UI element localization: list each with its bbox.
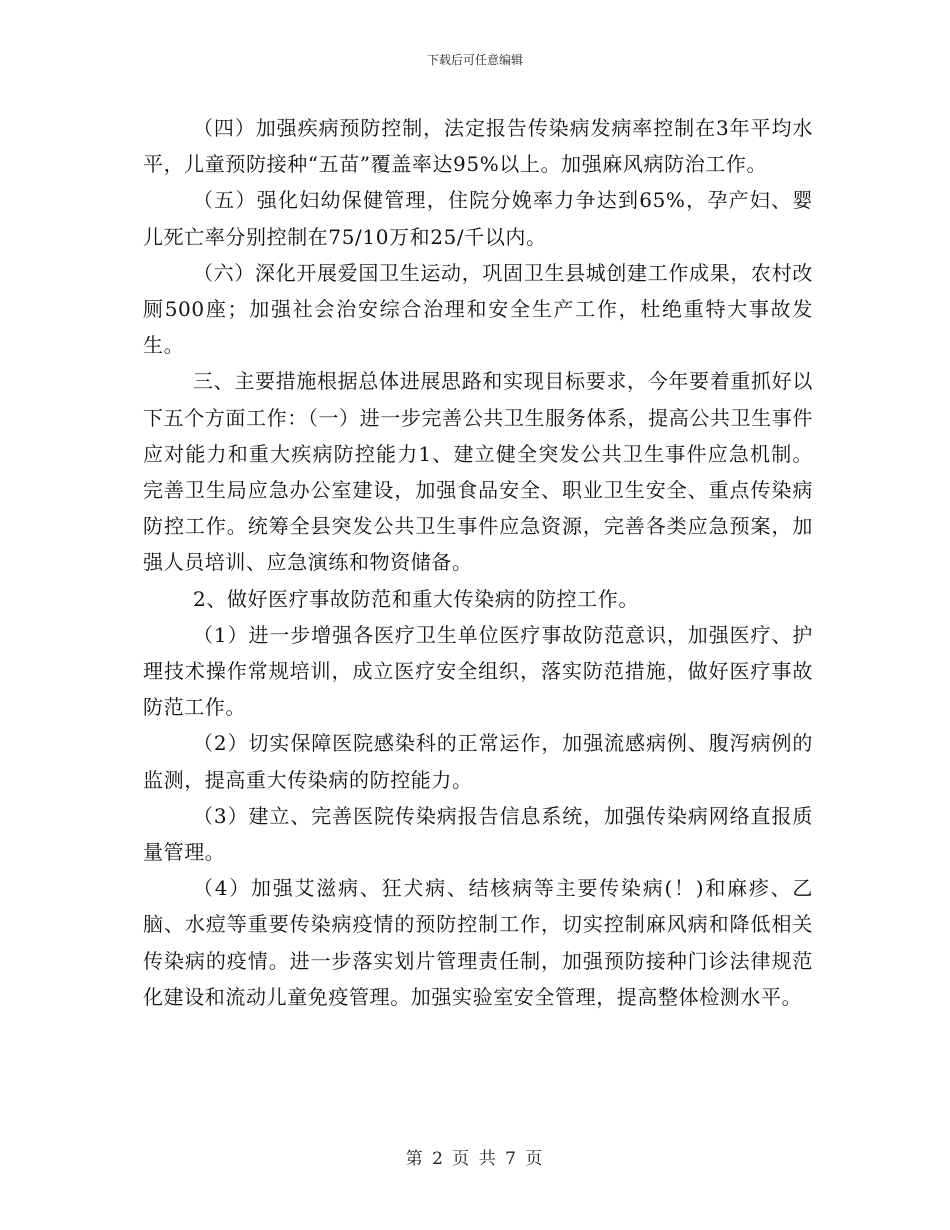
paragraph-6-patriotic-hygiene: （六）深化开展爱国卫生运动，巩固卫生县城创建工作成果，农村改厕500座；加强社会治安综合治理和安全生产工作，杜绝重特大事故发生。 (143, 260, 813, 358)
paragraph-item-3: （3）建立、完善医院传染病报告信息系统，加强传染病网络直报质量管理。 (143, 803, 813, 865)
page-number: 第 2 页 共 7 页 (405, 1149, 545, 1169)
paragraph-item-1: （1）进一步增强各医疗卫生单位医疗事故防范意识，加强医疗、护理技术操作常规培训，成立医疗安全组织，落实防范措施，做好医疗事故防范工作。 (143, 622, 813, 720)
paragraph-5-maternal-child-health: （五）强化妇幼保健管理，住院分娩率力争达到65%，孕产妇、婴儿死亡率分别控制在75/10万和25/千以内。 (143, 188, 813, 249)
paragraph-item-4: （4）加强艾滋病、狂犬病、结核病等主要传染病(！)和麻疹、乙脑、水痘等重要传染病疫情的预防控制工作，切实控制麻风病和降低相关传染病的疫情。进一步落实划片管理责任制，加强预防接种门诊法律规范化建设和流动儿童免疫管理。加强实验室安全管理，提高整体检测水平。 (143, 876, 813, 1009)
page-header: 下载后可任意编辑 (426, 53, 523, 67)
document-body (143, 110, 813, 1015)
paragraph-main-measures: 三、主要措施根据总体进展思路和实现目标要求，今年要着重抓好以下五个方面工作：（一）进一步完善公共卫生服务体系，提高公共卫生事件应对能力和重大疾病防控能力1、建立健全突发公共卫生事件应急机制。完善卫生局应急办公室建设，加强食品安全、职业卫生安全、重点传染病防控工作。统筹全县突发公共卫生事件应急资源，完善各类应急预案，加强人员培训、应急演练和物资储备。 (143, 369, 813, 575)
paragraph-item-2: （2）切实保障医院感染科的正常运作，加强流感病例、腹泻病例的监测，提高重大传染病的防控能力。 (143, 731, 813, 792)
paragraph-accident-prevention: 2、做好医疗事故防范和重大传染病的防控工作。 (193, 586, 639, 611)
paragraph-4-disease-control: （四）加强疾病预防控制，法定报告传染病发病率控制在3年平均水平，儿童预防接种“五苗”覆盖率达95%以上。加强麻风病防治工作。 (143, 116, 813, 177)
